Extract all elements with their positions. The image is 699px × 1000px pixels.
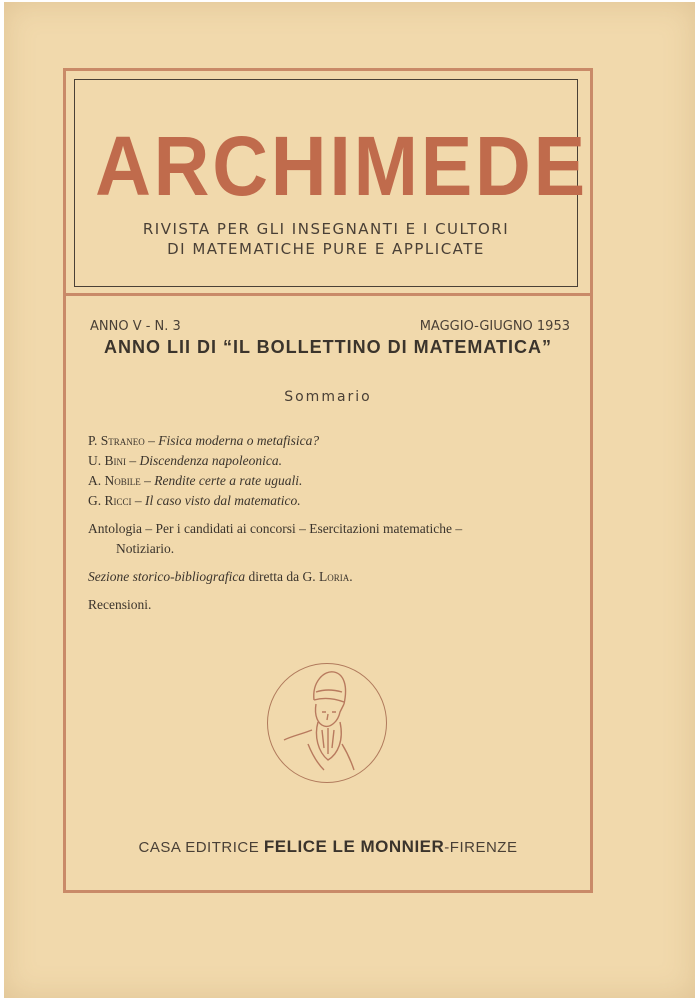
issue-date: MAGGIO-GIUGNO 1953 [419, 319, 570, 334]
publisher-line [66, 837, 590, 857]
archimedes-portrait-icon [267, 663, 387, 783]
publisher-prefix: CASA EDITRICE [138, 839, 264, 856]
issue-volume: ANNO V - N. 3 [90, 319, 181, 334]
sezione-text: diretta da [245, 569, 303, 584]
toc-separator: – [140, 473, 155, 488]
toc-title: Il caso visto dal matematico. [145, 493, 301, 508]
masthead-box [74, 79, 588, 287]
toc-author: U. Bini [88, 453, 126, 468]
toc-title: Rendite certe a rate uguali. [154, 473, 303, 488]
toc-author: P. Straneo [88, 433, 145, 448]
table-of-contents [88, 431, 568, 615]
cover-frame [63, 68, 593, 893]
toc-separator: – [126, 453, 140, 468]
subtitle-line-1: RIVISTA PER GLI INSEGNANTI E I CULTORI [142, 220, 510, 238]
subtitle-line-2: DI MATEMATICHE PURE E APPLICATE [167, 240, 485, 258]
toc-title: Fisica moderna o metafisica? [158, 433, 320, 448]
toc-separator: – [144, 433, 159, 448]
toc-entry [88, 451, 568, 471]
recensioni-entry: Recensioni. [88, 597, 152, 612]
toc-entry [88, 491, 568, 511]
publisher-city: -FIRENZE [444, 839, 518, 856]
magazine-cover [4, 2, 695, 998]
magazine-title: ARCHIMEDE [95, 119, 588, 213]
publisher-name: FELICE LE MONNIER [263, 837, 445, 856]
toc-title: Discendenza napoleonica. [139, 453, 282, 468]
sezione-title: Sezione storico-bibliografica [88, 569, 246, 584]
sezione-author: G. Loria. [302, 569, 353, 584]
toc-author: A. Nobile [88, 473, 141, 488]
toc-entry [88, 431, 568, 451]
sezione-entry [88, 567, 568, 587]
toc-separator: – [131, 493, 146, 508]
antologia-line-1: Antologia – Per i candidati ai concorsi – Esercitazioni matematiche – [88, 521, 463, 536]
toc-author: G. Ricci [88, 493, 132, 508]
toc-entry [88, 471, 568, 491]
bollettino-heading: ANNO LII DI “IL BOLLETTINO DI MATEMATICA” [104, 337, 552, 357]
divider [66, 293, 590, 296]
sommario-heading: Sommario [284, 389, 372, 405]
antologia-line-2: Notiziario. [116, 541, 175, 556]
